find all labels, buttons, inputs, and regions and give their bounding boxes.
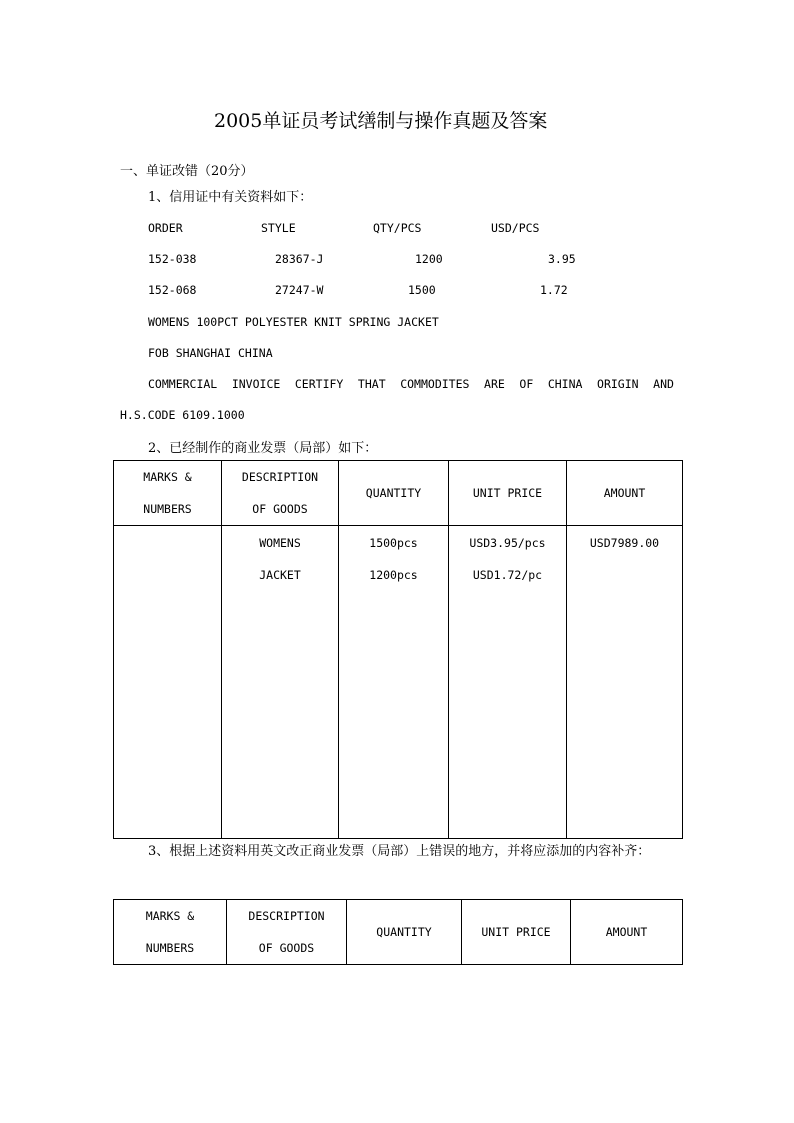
header-quantity: QUANTITY — [339, 461, 449, 526]
lc-row2-qty: 1500 — [408, 283, 436, 297]
clause-line-1 — [148, 377, 674, 391]
answer-table — [113, 899, 683, 965]
header-unit-price: UNIT PRICE — [449, 461, 567, 526]
lc-header-style: STYLE — [261, 221, 296, 235]
clause-word: AND — [653, 377, 674, 391]
clause-word: OF — [519, 377, 534, 391]
answer-header-description — [227, 900, 347, 965]
lc-row2-price: 1.72 — [540, 283, 568, 297]
item2-intro: 2、已经制作的商业发票（局部）如下： — [148, 441, 378, 456]
body-description — [222, 526, 339, 839]
page-title: 2005单证员考试缮制与操作真题及答案 — [214, 110, 548, 132]
answer-header-quantity: QUANTITY — [347, 900, 462, 965]
qty-line: 1500pcs — [369, 536, 418, 550]
qty-line: 1200pcs — [369, 568, 418, 582]
invoice-table — [113, 460, 683, 839]
item3-intro: 3、根据上述资料用英文改正商业发票（局部）上错误的地方，并将应添加的内容补齐： — [148, 844, 651, 859]
answer-header-unit-price: UNIT PRICE — [462, 900, 571, 965]
header-description — [222, 461, 339, 526]
body-quantity — [339, 526, 449, 839]
body-amount — [567, 526, 683, 839]
answer-desc-line1: DESCRIPTION — [248, 909, 325, 923]
header-desc-line2: OF GOODS — [252, 502, 308, 516]
invoice-header-row — [114, 461, 683, 526]
header-desc-line1: DESCRIPTION — [241, 470, 319, 484]
clause-word: CERTIFY — [294, 377, 344, 391]
amount-value: USD7989.00 — [589, 536, 660, 550]
body-unit-price — [449, 526, 567, 839]
price-line: USD3.95/pcs — [469, 536, 546, 550]
answer-header-row — [114, 900, 683, 965]
lc-row2-order: 152-068 — [148, 283, 197, 297]
clause-line-2: H.S.CODE 6109.1000 — [120, 408, 245, 422]
lc-row1-style: 28367-J — [275, 252, 324, 266]
price-line: USD1.72/pc — [472, 568, 543, 582]
header-marks-line1: MARKS & — [143, 470, 192, 484]
invoice-body-row — [114, 526, 683, 839]
clause-word: ARE — [484, 377, 505, 391]
clause-word: COMMODITES — [400, 377, 470, 391]
answer-marks-line1: MARKS & — [145, 909, 195, 923]
lc-row1-qty: 1200 — [415, 252, 443, 266]
answer-header-marks — [114, 900, 227, 965]
lc-row1-price: 3.95 — [548, 252, 576, 266]
answer-header-amount: AMOUNT — [571, 900, 683, 965]
lc-header-price: USD/PCS — [491, 221, 540, 235]
goods-line: WOMENS 100PCT POLYESTER KNIT SPRING JACKET — [148, 315, 439, 329]
answer-marks-line2: NUMBERS — [145, 941, 195, 955]
lc-row1-order: 152-038 — [148, 252, 197, 266]
desc-line: JACKET — [259, 568, 301, 582]
lc-header-order: ORDER — [148, 221, 183, 235]
lc-header-qty: QTY/PCS — [373, 221, 422, 235]
section-heading: 一、单证改错（20分） — [120, 164, 254, 179]
fob-line: FOB SHANGHAI CHINA — [148, 346, 273, 360]
lc-row2-style: 27247-W — [275, 283, 324, 297]
clause-word: INVOICE — [231, 377, 281, 391]
item1-intro: 1、信用证中有关资料如下： — [148, 190, 313, 205]
header-amount: AMOUNT — [567, 461, 683, 526]
header-marks-line2: NUMBERS — [143, 502, 192, 516]
body-marks — [114, 526, 222, 839]
header-marks — [114, 461, 222, 526]
desc-line: WOMENS — [259, 536, 301, 550]
clause-word: ORIGIN — [597, 377, 639, 391]
clause-word: COMMERCIAL — [148, 377, 218, 391]
clause-word: CHINA — [547, 377, 583, 391]
answer-desc-line2: OF GOODS — [258, 941, 315, 955]
clause-word: THAT — [357, 377, 386, 391]
